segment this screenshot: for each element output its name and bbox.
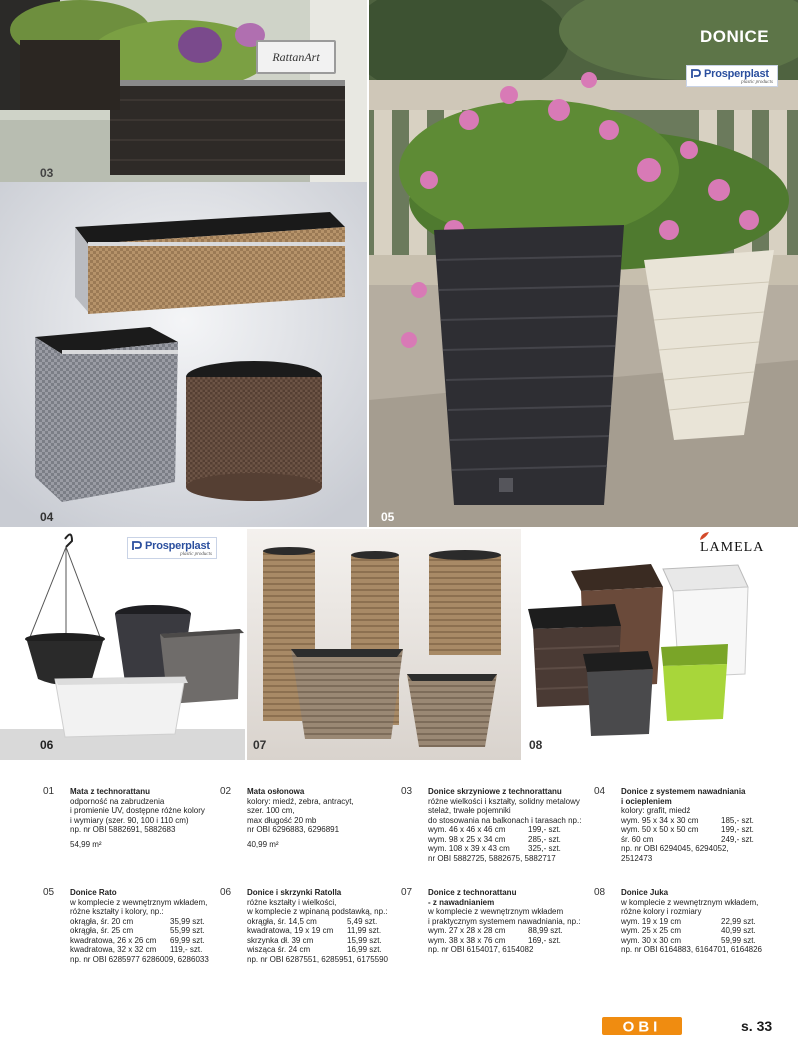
photo-rattan-planter (0, 0, 367, 182)
product-line: np. nr OBI 5882691, 5882683 (70, 825, 176, 834)
product-code: nr OBI 5882725, 5882675, 5882717 (428, 853, 556, 863)
photo-number: 04 (40, 510, 54, 524)
product-07 (401, 888, 591, 968)
product-price: 40,99 m² (247, 839, 279, 849)
photo-juka-pots (523, 529, 798, 760)
product-number: 07 (401, 887, 413, 898)
product-line: i wymiary (szer. 90, 100 i 110 cm) (70, 815, 189, 825)
product-05 (43, 888, 223, 978)
product-03 (401, 787, 591, 877)
photo-technorattan-planters (0, 182, 367, 527)
price-row: wym. 46 x 46 x 46 cm 199,- szt. (428, 825, 561, 834)
product-line: w komplecie z wewnętrznym wkładem, (621, 897, 759, 907)
product-number: 01 (43, 786, 55, 797)
photo-number: 03 (40, 166, 54, 180)
product-number: 05 (43, 887, 55, 898)
product-08 (594, 888, 794, 968)
product-code: np. nr OBI 6294045, 6294052, (621, 844, 729, 853)
product-06 (220, 888, 400, 978)
price-row: wym. 95 x 34 x 30 cm 185,- szt. (621, 815, 754, 825)
product-title: Donice i skrzynki Ratolla (247, 888, 342, 897)
lamela-logo (700, 540, 764, 556)
price-row: kwadratowa, 32 x 32 cm 119,- szt. (70, 945, 203, 954)
obi-logo (602, 1017, 682, 1035)
price-row: okrągła, śr. 25 cm 55,99 szt. (70, 926, 205, 935)
price-row: kwadratowa, 19 x 19 cm 11,99 szt. (247, 926, 382, 935)
price-row: wym. 38 x 38 x 76 cm 169,- szt. (428, 935, 561, 945)
product-code: np. nr OBI 6164883, 6164701, 6164826 (621, 945, 763, 954)
prosperplast-logo (686, 65, 778, 87)
price-row: okrągła, śr. 14,5 cm 5,49 szt. (247, 916, 378, 926)
product-line: różne kolory i rozmiary (621, 907, 702, 916)
prosperplast-tagline: plastic products (741, 80, 773, 85)
product-line: szer. 100 cm, (247, 806, 295, 815)
product-code: np. nr OBI 6154017, 6154082 (428, 945, 534, 954)
product-line: i praktycznym systemem nawadniania, np.: (428, 916, 581, 926)
product-line: kolory: miedź, zebra, antracyt, (247, 796, 354, 806)
price-row: wym. 108 x 39 x 43 cm 325,- szt. (428, 844, 561, 853)
product-02 (220, 787, 400, 857)
product-title: Donice z technorattanu (428, 888, 517, 897)
product-title: Mata z technorattanu (70, 787, 151, 796)
product-line: nr OBI 6296883, 6296891 (247, 825, 340, 834)
product-number: 08 (594, 887, 606, 898)
product-01 (43, 787, 223, 857)
prosperplast-mark-icon (691, 69, 701, 79)
product-line: w komplecie z wewnętrznym wkładem (428, 907, 564, 916)
photo-number: 06 (40, 738, 54, 752)
prosperplast-mark-icon (132, 541, 142, 551)
price-row: kwadratowa, 26 x 26 cm 69,99 szt. (70, 935, 205, 945)
price-row: wym. 25 x 25 cm 40,99 szt. (621, 926, 756, 935)
product-line: kolory: grafit, miedź (621, 806, 691, 815)
product-line: stelaż, trwałe pojemniki (428, 806, 511, 815)
photo-number: 08 (529, 738, 543, 752)
product-code: np. nr OBI 6287551, 6285951, 6175590 (247, 954, 389, 964)
product-line: w komplecie z wpinaną podstawką, np.: (247, 907, 388, 916)
price-row: wisząca śr. 24 cm 16,99 szt. (247, 945, 382, 954)
product-title: Donice skrzyniowe z technorattanu (428, 787, 562, 796)
product-line: różne kształty i kolory, np.: (70, 907, 164, 916)
price-row: skrzynka dł. 39 cm 15,99 szt. (247, 935, 382, 945)
price-row: wym. 98 x 25 x 34 cm 285,- szt. (428, 834, 561, 844)
product-line: max długość 20 mb (247, 815, 317, 825)
photo-number: 05 (381, 510, 395, 524)
product-title: Mata osłonowa (247, 787, 305, 796)
product-code: 2512473 (621, 853, 653, 863)
prosperplast-logo (127, 537, 217, 559)
product-number: 02 (220, 786, 232, 797)
product-04 (594, 787, 794, 877)
lamela-wordmark: LAMELA (700, 540, 765, 555)
obi-wordmark: OBI (622, 1018, 662, 1035)
product-title-2: i ociepleniem (621, 796, 672, 806)
price-row: wym. 30 x 30 cm 59,99 szt. (621, 935, 756, 945)
product-title: Donice z systemem nawadniania (621, 787, 746, 796)
product-number: 04 (594, 786, 606, 797)
rattan-art-logo: RattanArt (256, 40, 336, 74)
photo-watering-pots (247, 529, 521, 760)
photo-number: 07 (253, 738, 267, 752)
price-row: wym. 27 x 28 x 28 cm 88,99 szt. (428, 926, 563, 935)
price-row: śr. 60 cm 249,- szt. (621, 834, 754, 844)
product-line: i promienie UV, dostępne różne kolory (70, 806, 205, 815)
prosperplast-wordmark: Prosperplast (145, 540, 210, 552)
photo-ratolla-pots (0, 529, 245, 760)
product-line: różne kształty i wielkości, (247, 897, 337, 907)
price-row: wym. 19 x 19 cm 22,99 szt. (621, 916, 756, 926)
prosperplast-tagline: plastic products (180, 552, 212, 557)
price-row: wym. 50 x 50 x 50 cm 199,- szt. (621, 825, 754, 834)
product-number: 03 (401, 786, 413, 797)
product-line: do stosowania na balkonach i tarasach np.: (428, 815, 582, 825)
page-number: s. 33 (741, 1018, 773, 1034)
product-price: 54,99 m² (70, 839, 102, 849)
leaf-icon (700, 532, 710, 540)
price-row: okrągła, śr. 20 cm 35,99 szt. (70, 916, 205, 926)
product-number: 06 (220, 887, 232, 898)
product-title: Donice Juka (621, 888, 669, 897)
product-title-2: - z nawadnianiem (428, 897, 495, 907)
prosperplast-wordmark: Prosperplast (704, 68, 769, 80)
product-line: różne wielkości i kształty, solidny metalowy (428, 796, 580, 806)
product-line: w komplecie z wewnętrznym wkładem, (70, 897, 208, 907)
product-line: odporność na zabrudzenia (70, 796, 165, 806)
product-title: Donice Rato (70, 888, 117, 897)
page-title: DONICE (700, 27, 770, 46)
product-code: np. nr OBI 6285977 6286009, 6286033 (70, 954, 209, 964)
